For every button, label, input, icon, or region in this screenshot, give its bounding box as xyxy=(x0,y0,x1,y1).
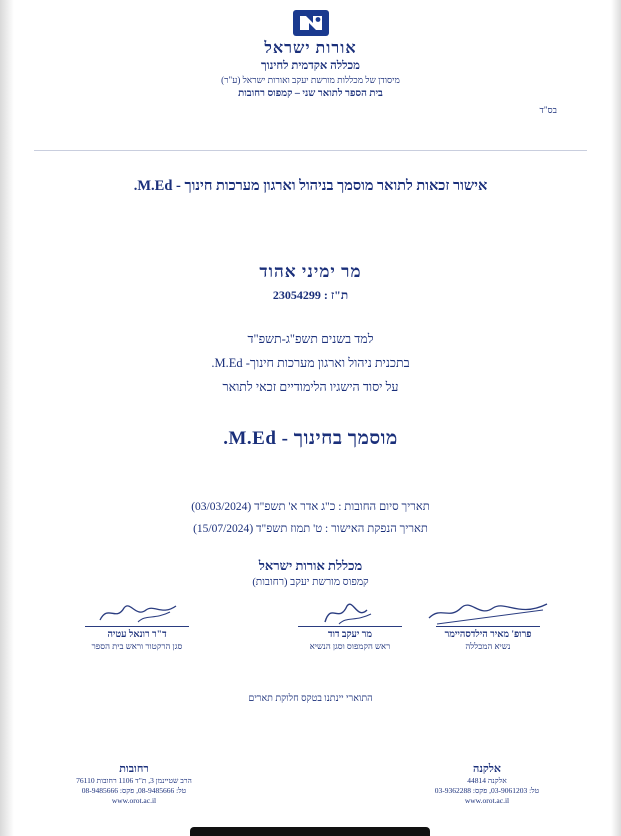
handwritten-signature-icon xyxy=(52,600,222,626)
footer-website[interactable]: www.orot.ac.il xyxy=(464,796,510,805)
footer-address: אלקנה 44814 xyxy=(467,776,507,785)
footer-phone: טל: 08-9485666, פקס: 08-9485666 xyxy=(81,786,187,795)
signatory-name: ד"ר רונאל עטיה xyxy=(107,630,167,640)
orot-israel-logo-icon xyxy=(0,8,621,43)
org-name: אורות ישראל xyxy=(264,40,357,57)
college-campus: קמפוס מורשת יעקב (רחובות) xyxy=(252,577,369,588)
signatory-role: ראש הקמפוס וסגן הנשיא xyxy=(309,641,391,651)
degree-title: מוסמך בחינוך - M.Ed. xyxy=(223,428,398,449)
body-line-1: למד בשנים תשפ"ג-תשפ"ד xyxy=(247,332,374,346)
completion-date: תאריך סיום החובות : כ"ג אדר א' תשפ"ד (03/03/2024) xyxy=(191,501,430,513)
footer-city: רחובות xyxy=(119,763,149,775)
page-title: אישור זכאות לתואר מוסמך בניהול וארגון מערכות חינוך - M.Ed. xyxy=(133,178,488,194)
issue-date: תאריך הנפקת האישור : ט' תמוז תשפ"ד (15/07/2024) xyxy=(193,523,428,535)
org-subtitle: מכללה אקדמית לחינוך xyxy=(260,60,360,72)
signature-row xyxy=(40,600,581,660)
body-text xyxy=(0,328,621,400)
footer-phone: טל: 03-9061203, פקס: 03-9362288 xyxy=(434,786,540,795)
org-founders: מיסודן של מכללות מורשת יעקב ואורות ישראל (ע"ר) xyxy=(221,75,400,85)
footer-campus-elkana xyxy=(387,764,587,806)
signature-block-1 xyxy=(52,600,222,651)
body-line-2: בתכנית ניהול וארגון מערכות חינוך- M.Ed. xyxy=(211,356,410,370)
dates-block xyxy=(0,496,621,540)
footer-campus-rehovot xyxy=(34,764,234,806)
body-line-3: על יסוד הישגיו הלימודיים זכאי לתואר xyxy=(222,380,399,394)
org-school: בית הספר לתואר שני – קמפוס רחובות xyxy=(238,88,383,99)
footer xyxy=(30,764,591,822)
signature-line xyxy=(436,626,540,627)
college-name: מכללת אורות ישראל xyxy=(258,558,363,573)
footer-website[interactable]: www.orot.ac.il xyxy=(111,796,157,805)
signature-line xyxy=(298,626,402,627)
system-taskbar[interactable] xyxy=(190,827,430,836)
bsd-mark: בס"ד xyxy=(539,105,557,115)
signature-block-3 xyxy=(403,600,573,651)
signatory-role: נשיא המכללה xyxy=(465,641,511,651)
handwritten-signature-icon xyxy=(403,600,573,626)
recipient-id: ת"ז : 23054299 xyxy=(272,288,349,302)
signatory-role: סגן הרקטור וראש בית הספר xyxy=(91,641,183,651)
signatory-name: פרופ' מאיר הילדסהיימר xyxy=(444,630,532,640)
recipient-name: מר ימיני אהוד xyxy=(259,262,362,281)
footer-city: אלקנה xyxy=(473,763,501,775)
header-divider xyxy=(34,150,587,151)
signatory-name: מר יעקב דוד xyxy=(327,630,373,640)
ceremony-note: התוארי יינתנו בטקס חלוקת תארים xyxy=(248,694,373,704)
organization-header xyxy=(0,40,621,99)
footer-address: הרב שטיינמן 3, ת"ד 1106 רחובות 76110 xyxy=(76,776,192,785)
college-block xyxy=(0,558,621,588)
signature-line xyxy=(85,626,189,627)
